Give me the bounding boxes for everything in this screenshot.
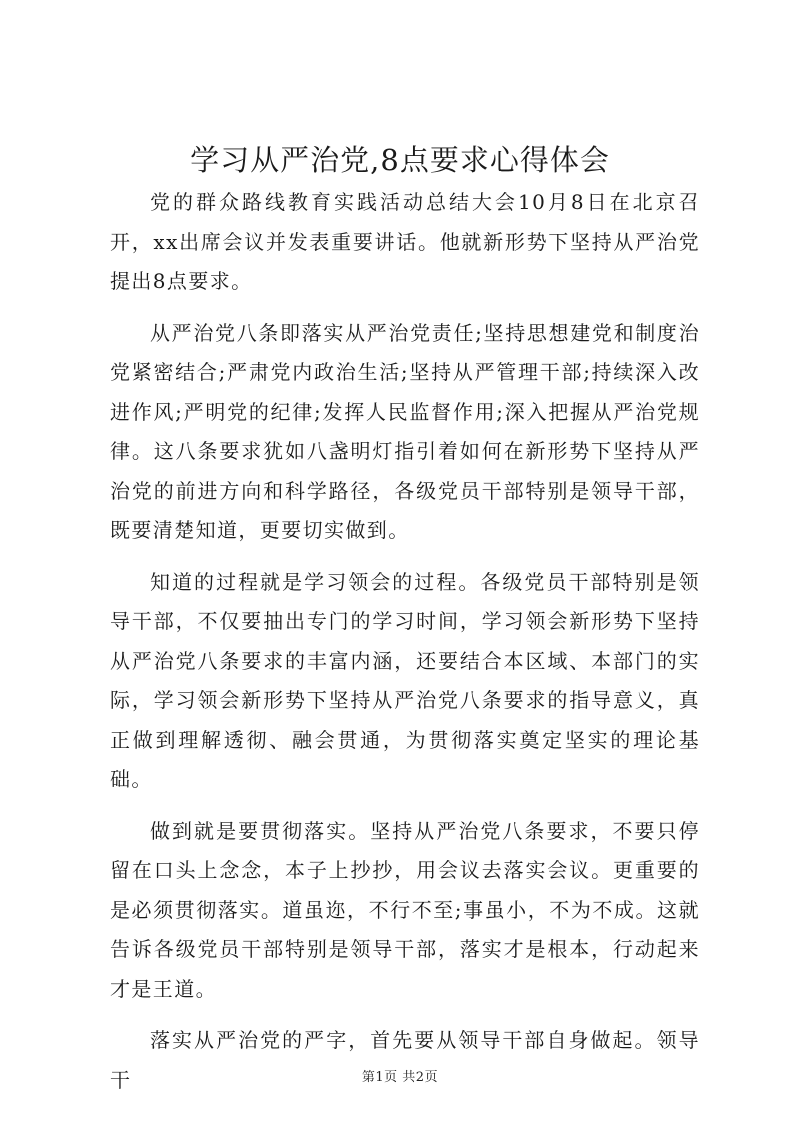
document-body — [110, 183, 700, 1112]
paragraph-5: 落实从严治党的严字，首先要从领导干部自身做起。领导干 — [110, 1028, 700, 1092]
paragraph-2: 从严治党八条即落实从严治党责任;坚持思想建党和制度治党紧密结合;严肃党内政治生活;坚持从严管理干部;持续深入改进作风;严明党的纪律;发挥人民监督作用;深入把握从严治党规律。这八条要求犹如八盏明灯指引着如何在新形势下坚持从严治党的前进方向和科学路径，各级党员干部特别是领导干部，既要清楚知道，更要切实做到。 — [110, 320, 700, 542]
paragraph-3: 知道的过程就是学习领会的过程。各级党员干部特别是领导干部，不仅要抽出专门的学习时间，学习领会新形势下坚持从严治党八条要求的丰富内涵，还要结合本区域、本部门的实际，学习领会新形势下坚持从严治党八条要求的指导意义，真正做到理解透彻、融会贯通，为贯彻落实奠定坚实的理论基础。 — [110, 569, 700, 791]
document-title: 学习从严治党,8点要求心得体会 — [190, 143, 610, 177]
paragraph-4: 做到就是要贯彻落实。坚持从严治党八条要求，不要只停留在口头上念念，本子上抄抄，用会议去落实会议。更重要的是必须贯彻落实。道虽迩，不行不至;事虽小，不为不成。这就告诉各级党员干部特别是领导干部，落实才是根本，行动起来才是王道。 — [110, 818, 700, 1001]
page-footer: 第1页 共2页 — [361, 1070, 439, 1085]
paragraph-1: 党的群众路线教育实践活动总结大会10月8日在北京召开，xx出席会议并发表重要讲话。他就新形势下坚持从严治党提出8点要求。 — [110, 190, 700, 293]
